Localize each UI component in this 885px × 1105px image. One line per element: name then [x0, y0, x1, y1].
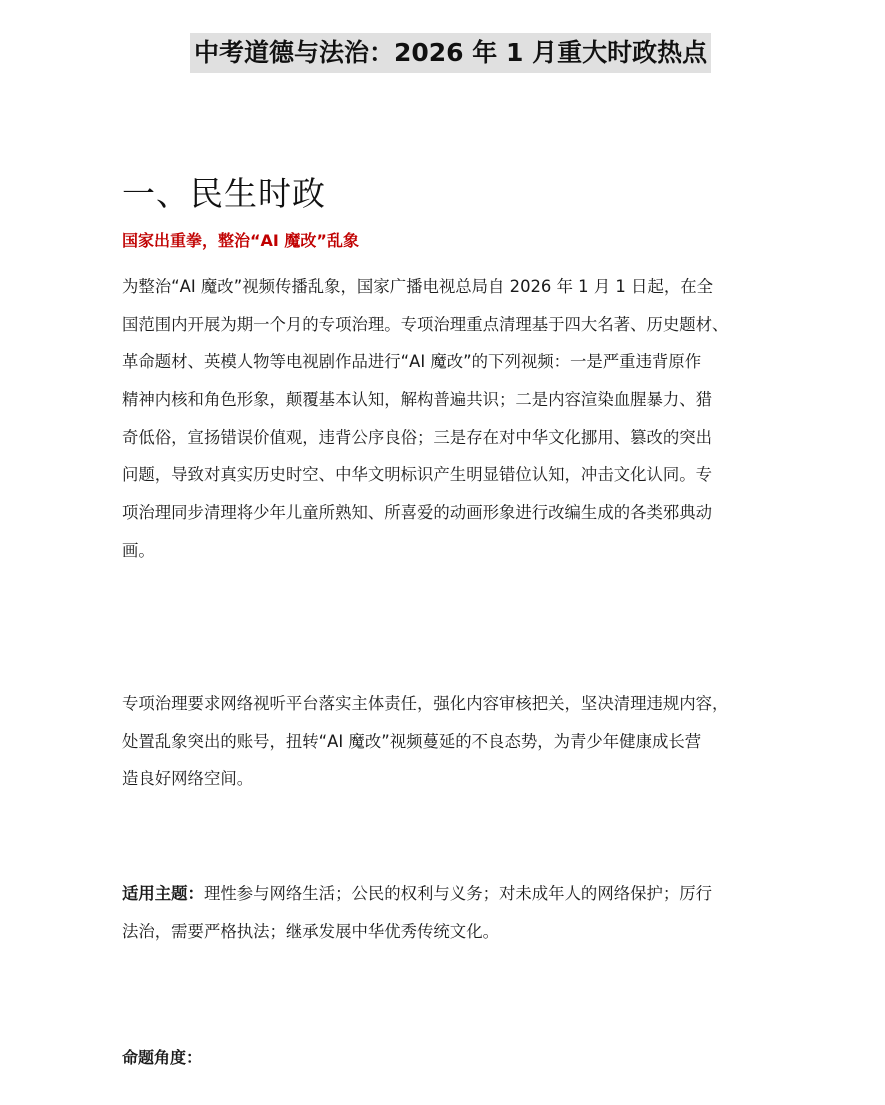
- article-paragraph-2: [122, 685, 764, 798]
- themes-line: [122, 875, 764, 913]
- paragraph-line: 为整治“AI 魔改”视频传播乱象，国家广播电视总局自 2026 年 1 月 1 日起，在全: [122, 277, 714, 296]
- paragraph-line: 造良好网络空间。: [122, 769, 254, 789]
- paragraph-line: 项治理同步清理将少年儿童所熟知、所喜爱的动画形象进行改编生成的各类邪典动: [122, 503, 713, 523]
- article-paragraph-1: [122, 268, 764, 570]
- paragraph-line: 专项治理要求网络视听平台落实主体责任，强化内容审核把关，坚决清理违规内容，: [122, 694, 729, 713]
- paragraph-line: 精神内核和角色形象，颠覆基本认知，解构普遍共识；二是内容渲染血腥暴力、猎: [122, 390, 713, 410]
- paragraph-line: 处置乱象突出的账号，扭转“AI 魔改”视频蔓延的不良态势，为青少年健康成长营: [122, 731, 702, 751]
- paragraph-line: 画。: [122, 540, 155, 560]
- paragraph-line: 奇低俗，宣扬错误价值观，违背公序良俗；三是存在对中华文化挪用、篡改的突出: [122, 427, 713, 447]
- section-heading: 一、民生时政: [122, 174, 326, 213]
- themes-label: 适用主题：: [122, 884, 204, 903]
- paragraph-line: 国范围内开展为期一个月的专项治理。专项治理重点清理基于四大名著、历史题材、: [122, 314, 729, 334]
- themes-paragraph: [122, 875, 764, 950]
- paragraph-line: 问题，导致对真实历史时空、中华文明标识产生明显错位认知，冲击文化认同。专: [122, 465, 713, 485]
- document-title: 中考道德与法治：2026 年 1 月重大时政热点: [190, 33, 711, 73]
- proposition-label: 命题角度：: [122, 1048, 203, 1067]
- themes-line: 法治，需要严格执法；继承发展中华优秀传统文化。: [122, 921, 499, 941]
- paragraph-line: 革命题材、英模人物等电视剧作品进行“AI 魔改”的下列视频：一是严重违背原作: [122, 352, 702, 372]
- article-title: 国家出重拳，整治“AI 魔改”乱象: [122, 231, 359, 250]
- themes-text: 理性参与网络生活；公民的权利与义务；对未成年人的网络保护；厉行: [203, 884, 713, 903]
